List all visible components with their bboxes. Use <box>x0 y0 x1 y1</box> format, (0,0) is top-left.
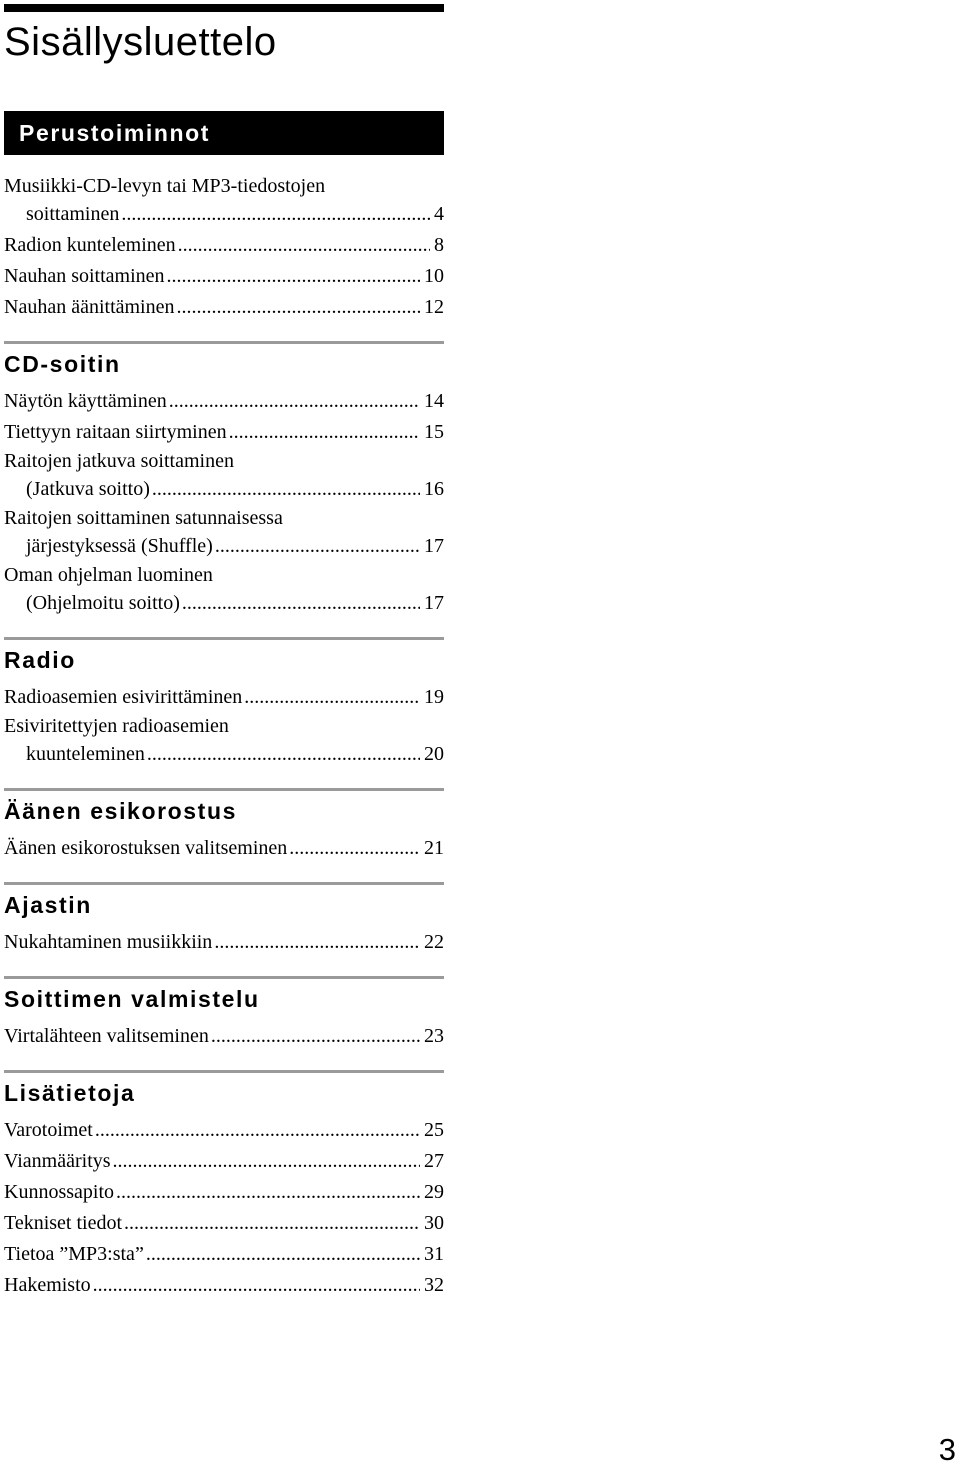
entry-page-number: 17 <box>424 535 444 557</box>
entry-line <box>4 230 444 261</box>
entry-title: Esiviritettyjen radioasemien <box>4 715 229 737</box>
toc-entry[interactable] <box>4 417 444 448</box>
dot-leader <box>178 230 430 261</box>
section-heading: Ajastin <box>4 892 92 918</box>
entry-list <box>4 1021 444 1052</box>
entry-line <box>4 1021 444 1052</box>
entry-list <box>4 682 444 770</box>
dot-leader <box>215 531 420 562</box>
toc-entry[interactable] <box>4 1021 444 1052</box>
dot-leader <box>152 474 420 505</box>
section-heading: Radio <box>4 647 76 673</box>
entry-line <box>4 474 444 505</box>
toc-entry[interactable] <box>4 1208 444 1239</box>
entry-title: Kunnossapito <box>4 1181 114 1203</box>
entry-page-number: 22 <box>424 931 444 953</box>
dot-leader <box>121 199 430 230</box>
section-heading: Perustoiminnot <box>4 111 444 155</box>
entry-page-number: 30 <box>424 1212 444 1234</box>
entry-title: Hakemisto <box>4 1274 91 1296</box>
dot-leader <box>93 1270 420 1301</box>
toc-entry[interactable] <box>4 562 444 619</box>
entry-title-continued: soittaminen <box>26 203 120 225</box>
dot-leader <box>169 386 420 417</box>
entry-line <box>4 1239 444 1270</box>
dot-leader <box>182 588 420 619</box>
entry-list <box>4 833 444 864</box>
toc-entry[interactable] <box>4 713 444 770</box>
entry-title-continued: järjestyksessä (Shuffle) <box>26 535 213 557</box>
entry-line <box>4 1115 444 1146</box>
toc-entry[interactable] <box>4 261 444 292</box>
entry-page-number: 17 <box>424 592 444 614</box>
page-title: Sisällysluettelo <box>4 20 277 64</box>
entry-line <box>4 588 444 619</box>
entry-title: Radion kunteleminen <box>4 234 176 256</box>
entry-line <box>4 417 444 448</box>
dot-leader <box>116 1177 420 1208</box>
dot-leader <box>146 1239 420 1270</box>
entry-title: Raitojen soittaminen satunnaisessa <box>4 507 283 529</box>
entry-page-number: 21 <box>424 837 444 859</box>
section-heading: CD-soitin <box>4 351 121 377</box>
dot-leader <box>124 1208 420 1239</box>
entry-line <box>4 1270 444 1301</box>
dot-leader <box>147 739 420 770</box>
entry-line <box>4 386 444 417</box>
top-rule <box>4 4 444 12</box>
entry-title-continued: (Ohjelmoitu soitto) <box>26 592 180 614</box>
table-of-contents <box>4 111 444 1301</box>
entry-line <box>4 292 444 323</box>
toc-section <box>4 111 444 323</box>
entry-title: Radioasemien esivirittäminen <box>4 686 243 708</box>
entry-title: Tekniset tiedot <box>4 1212 123 1234</box>
entry-title-continued: (Jatkuva soitto) <box>26 478 150 500</box>
section-heading: Soittimen valmistelu <box>4 986 260 1012</box>
entry-line <box>4 739 444 770</box>
entry-list <box>4 386 444 619</box>
entry-line <box>4 1146 444 1177</box>
toc-section <box>4 882 444 958</box>
entry-line <box>4 833 444 864</box>
entry-title: Vianmääritys <box>4 1150 111 1172</box>
entry-page-number: 29 <box>424 1181 444 1203</box>
entry-title: Näytön käyttäminen <box>4 390 167 412</box>
dot-leader <box>229 417 420 448</box>
toc-section <box>4 1070 444 1301</box>
toc-section <box>4 788 444 864</box>
dot-leader <box>113 1146 420 1177</box>
toc-entry[interactable] <box>4 448 444 505</box>
entry-title: Musiikki-CD-levyn tai MP3-tiedostojen <box>4 175 326 197</box>
entry-page-number: 4 <box>434 203 444 225</box>
toc-entry[interactable] <box>4 682 444 713</box>
entry-line <box>4 1177 444 1208</box>
dot-leader <box>177 292 421 323</box>
entry-title: Nauhan äänittäminen <box>4 296 175 318</box>
dot-leader <box>211 1021 420 1052</box>
entry-page-number: 25 <box>424 1119 444 1141</box>
page-number: 3 <box>938 1432 956 1467</box>
entry-page-number: 16 <box>424 478 444 500</box>
toc-entry[interactable] <box>4 386 444 417</box>
entry-page-number: 12 <box>424 296 444 318</box>
entry-line <box>4 199 444 230</box>
dot-leader <box>214 927 420 958</box>
toc-section <box>4 341 444 619</box>
entry-title: Nauhan soittaminen <box>4 265 165 287</box>
toc-section <box>4 976 444 1052</box>
entry-title: Virtalähteen valitseminen <box>4 1025 209 1047</box>
section-heading: Lisätietoja <box>4 1080 136 1106</box>
toc-entry[interactable] <box>4 1115 444 1146</box>
entry-line <box>4 261 444 292</box>
entry-title: Nukahtaminen musiikkiin <box>4 931 213 953</box>
entry-title: Tiettyyn raitaan siirtyminen <box>4 421 227 443</box>
entry-line <box>4 1208 444 1239</box>
entry-list <box>4 927 444 958</box>
dot-leader <box>244 682 420 713</box>
entry-title: Raitojen jatkuva soittaminen <box>4 450 234 472</box>
toc-entry[interactable] <box>4 1146 444 1177</box>
entry-title-continued: kuunteleminen <box>26 743 145 765</box>
entry-page-number: 23 <box>424 1025 444 1047</box>
toc-entry[interactable] <box>4 927 444 958</box>
dot-leader <box>167 261 420 292</box>
entry-list <box>4 173 444 323</box>
section-heading: Äänen esikorostus <box>4 798 237 824</box>
toc-entry[interactable] <box>4 1239 444 1270</box>
toc-entry[interactable] <box>4 505 444 562</box>
entry-page-number: 10 <box>424 265 444 287</box>
entry-page-number: 14 <box>424 390 444 412</box>
toc-entry[interactable] <box>4 1177 444 1208</box>
entry-title: Oman ohjelman luominen <box>4 564 213 586</box>
entry-page-number: 20 <box>424 743 444 765</box>
entry-line <box>4 531 444 562</box>
entry-line <box>4 682 444 713</box>
toc-entry[interactable] <box>4 173 444 230</box>
dot-leader <box>95 1115 420 1146</box>
entry-title: Varotoimet <box>4 1119 93 1141</box>
toc-entry[interactable] <box>4 1270 444 1301</box>
entry-page-number: 8 <box>434 234 444 256</box>
entry-page-number: 32 <box>424 1274 444 1296</box>
entry-list <box>4 1115 444 1301</box>
entry-title: Tietoa ”MP3:sta” <box>4 1243 144 1265</box>
toc-entry[interactable] <box>4 833 444 864</box>
entry-page-number: 27 <box>424 1150 444 1172</box>
toc-entry[interactable] <box>4 230 444 261</box>
toc-entry[interactable] <box>4 292 444 323</box>
entry-title: Äänen esikorostuksen valitseminen <box>4 837 288 859</box>
dot-leader <box>289 833 420 864</box>
entry-page-number: 19 <box>424 686 444 708</box>
entry-page-number: 31 <box>424 1243 444 1265</box>
entry-line <box>4 927 444 958</box>
entry-page-number: 15 <box>424 421 444 443</box>
toc-section <box>4 637 444 770</box>
